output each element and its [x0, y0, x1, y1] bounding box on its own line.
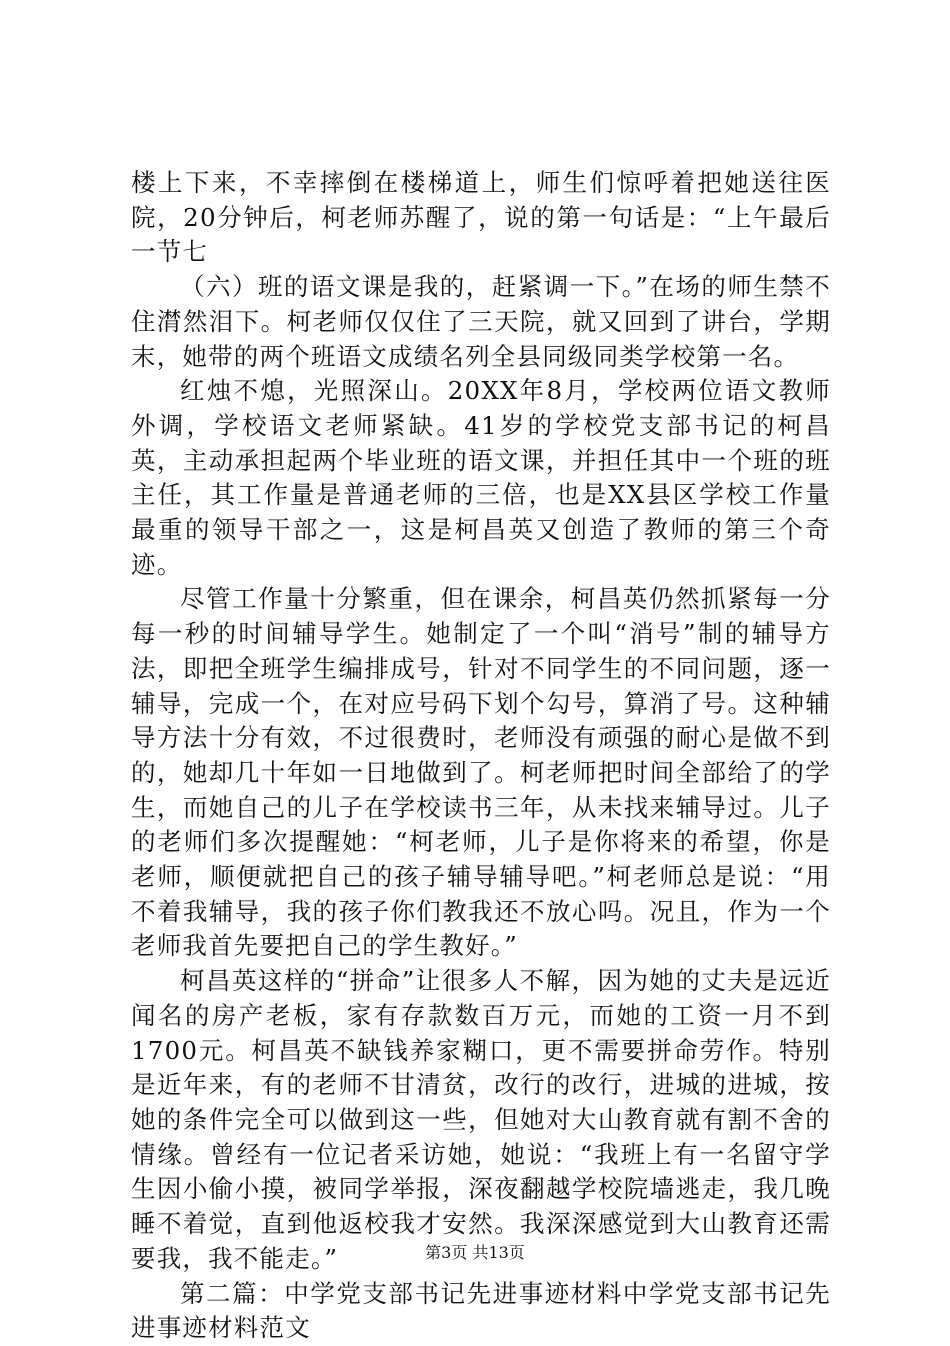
- paragraph-1: 楼上下来，不幸摔倒在楼梯道上，师生们惊呼着把她送往医院，20分钟后，柯老师苏醒了，说的第一句话是：“上午最后一节七: [131, 168, 831, 267]
- paragraph-4: 尽管工作量十分繁重，但在课余，柯昌英仍然抓紧每一分每一秒的时间辅导学生。她制定了一个叫“消号”制的辅导方法，即把全班学生编排成号，针对不同学生的不同问题，逐一辅导，完成一个，在对应号码下划个勾号，算消了号。这种辅导方法十分有效，不过很费时，老师没有顽强的耐心是做不到的，她却几十年如一日地做到了。柯老师把时间全部给了的学生，而她自己的儿子在学校读书三年，从未找来辅导过。儿子的老师们多次提醒她：“柯老师，儿子是你将来的希望，你是老师，顺便就把自己的孩子辅导辅导吧。”柯老师总是说：“用不着我辅导，我的孩子你们教我还不放心吗。况且，作为一个老师我首先要把自己的学生教好。”: [131, 584, 831, 961]
- paragraph-2: （六）班的语文课是我的，赶紧调一下。”在场的师生禁不住潸然泪下。柯老师仅仅住了三天院，就又回到了讲台，学期末，她带的两个班语文成绩名列全县同级同类学校第一名。: [131, 272, 831, 371]
- page-number-footer: 第3页 共13页: [425, 1243, 525, 1262]
- section-heading-paragraph: 第二篇：中学党支部书记先进事迹材料中学党支部书记先进事迹材料范文: [131, 1278, 831, 1343]
- paragraph-3: 红烛不熄，光照深山。20XX年8月，学校两位语文教师外调，学校语文老师紧缺。41岁的学校党支部书记的柯昌英，主动承担起两个毕业班的语文课，并担任其中一个班的班主任，其工作量是普通老师的三倍，也是XX县区学校工作量最重的领导干部之一，这是柯昌英又创造了教师的第三个奇迹。: [131, 376, 831, 579]
- paragraph-5: 柯昌英这样的“拼命”让很多人不解，因为她的丈夫是远近闻名的房产老板，家有存款数百万元，而她的工资一月不到1700元。柯昌英不缺钱养家糊口，更不需要拼命劳作。特别是近年来，有的老师不甘清贫，改行的改行，进城的进城，按她的条件完全可以做到这一些，但她对大山教育就有割不舍的情缘。曾经有一位记者采访她，她说：“我班上有一名留守学生因小偷小摸，被同学举报，深夜翻越学校院墙逃走，我几晚睡不着觉，直到他返校我才安然。我深深感觉到大山教育还需要我，我不能走。”: [131, 966, 831, 1273]
- document-body: [131, 166, 831, 1346]
